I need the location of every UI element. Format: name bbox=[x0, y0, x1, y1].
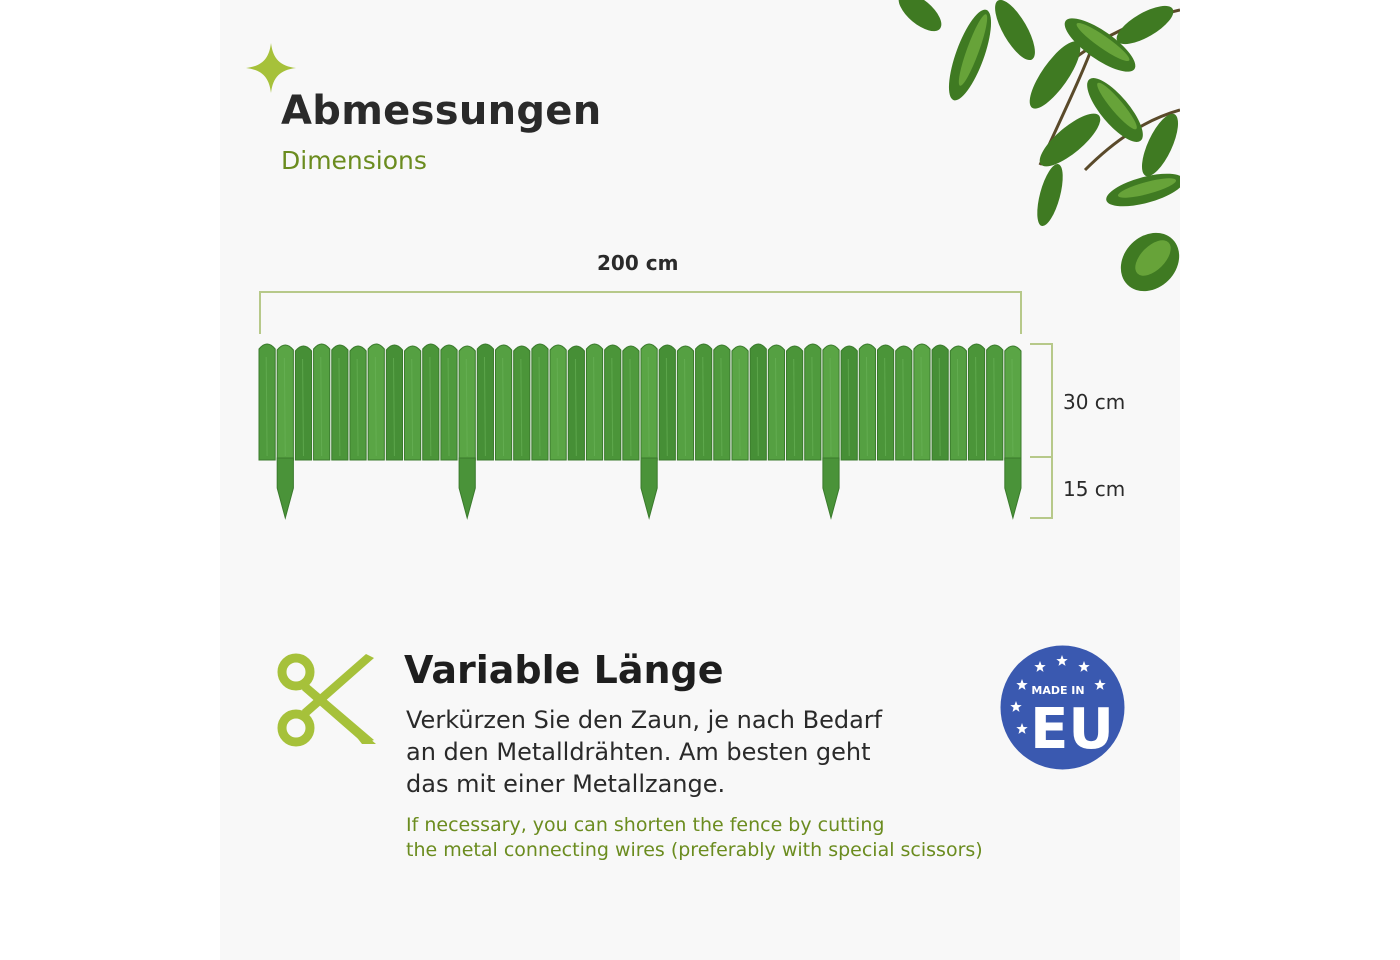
width-dimension-label: 200 cm bbox=[597, 251, 679, 275]
fence-spike bbox=[277, 458, 293, 518]
fence-spike bbox=[823, 458, 839, 518]
fence-spike bbox=[459, 458, 475, 518]
fence-spike bbox=[641, 458, 657, 518]
description-german-line: an den Metalldrähten. Am besten geht bbox=[406, 738, 871, 766]
page-title: Abmessungen bbox=[281, 88, 602, 134]
description-german-line: das mit einer Metallzange. bbox=[406, 770, 726, 798]
badge-top-text: MADE IN bbox=[1031, 684, 1085, 697]
description-english bbox=[406, 813, 983, 863]
above-ground-height-label: 30 cm bbox=[1063, 390, 1126, 414]
spike-length-label: 15 cm bbox=[1063, 477, 1126, 501]
made-in-eu-badge bbox=[1000, 645, 1125, 770]
height-dimension-bracket bbox=[1028, 342, 1056, 522]
fence-spike bbox=[1005, 458, 1021, 518]
page-subtitle: Dimensions bbox=[281, 146, 427, 175]
description-german-line: Verkürzen Sie den Zaun, je nach Bedarf bbox=[406, 706, 883, 734]
plant-leaves-decoration bbox=[845, 0, 1180, 300]
wooden-fence-illustration bbox=[258, 338, 1022, 523]
description-english-line: the metal connecting wires (preferably with special scissors) bbox=[406, 839, 983, 861]
sparkle-icon bbox=[246, 43, 296, 93]
description-english-line: If necessary, you can shorten the fence by cutting bbox=[406, 814, 885, 836]
scissors-icon bbox=[276, 650, 378, 750]
variable-length-title: Variable Länge bbox=[404, 648, 724, 692]
width-dimension-bracket bbox=[258, 290, 1024, 336]
badge-main-text: EU bbox=[1030, 697, 1114, 762]
description-german bbox=[406, 704, 882, 800]
